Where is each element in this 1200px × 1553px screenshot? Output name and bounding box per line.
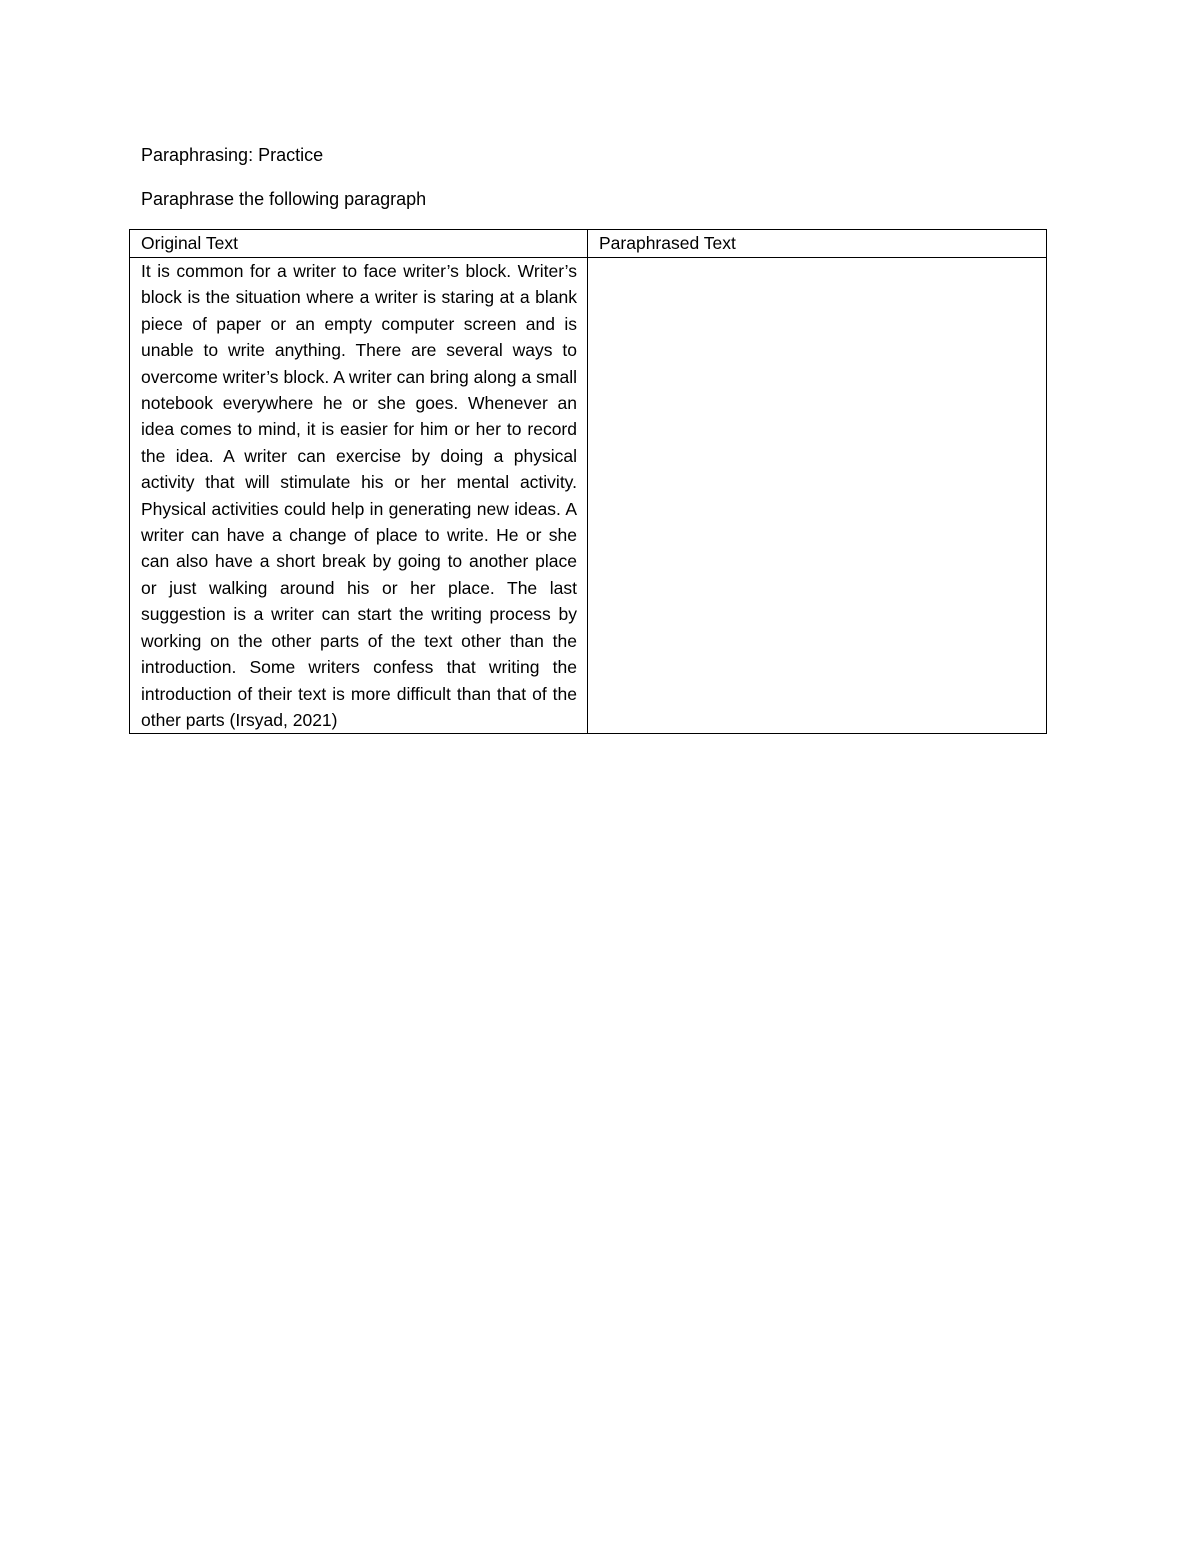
paraphrased-text-cell[interactable] <box>588 258 1047 734</box>
original-text-paragraph: It is common for a writer to face writer’s block. Writer’s block is the situation where a writer is staring at a blank piece of paper or an empty computer screen and is unable to write anything. There are several ways to overcome writer’s block. A writer can bring along a small notebook everywhere he or she goes. Whenever an idea comes to mind, it is easier for him or her to record the idea. A writer can exercise by doing a physical activity that will stimulate his or her mental activity. Physical activities could help in generating new ideas. A writer can have a change of place to write. He or she can also have a short break by going to another place or just walking around his or her place. The last suggestion is a writer can start the writing process by working on the other parts of the text other than the introduction. Some writers confess that writing the introduction of their text is more difficult than that of the other parts (Irsyad, 2021) <box>141 261 577 730</box>
paraphrase-table <box>129 229 1047 734</box>
original-text-cell <box>130 258 588 734</box>
table-row <box>130 258 1047 734</box>
instruction-text: Paraphrase the following paragraph <box>141 189 427 209</box>
header-original-text: Original Text <box>130 230 588 258</box>
table-header-row <box>130 230 1047 258</box>
page-title: Paraphrasing: Practice <box>141 145 324 165</box>
header-paraphrased-text: Paraphrased Text <box>588 230 1047 258</box>
